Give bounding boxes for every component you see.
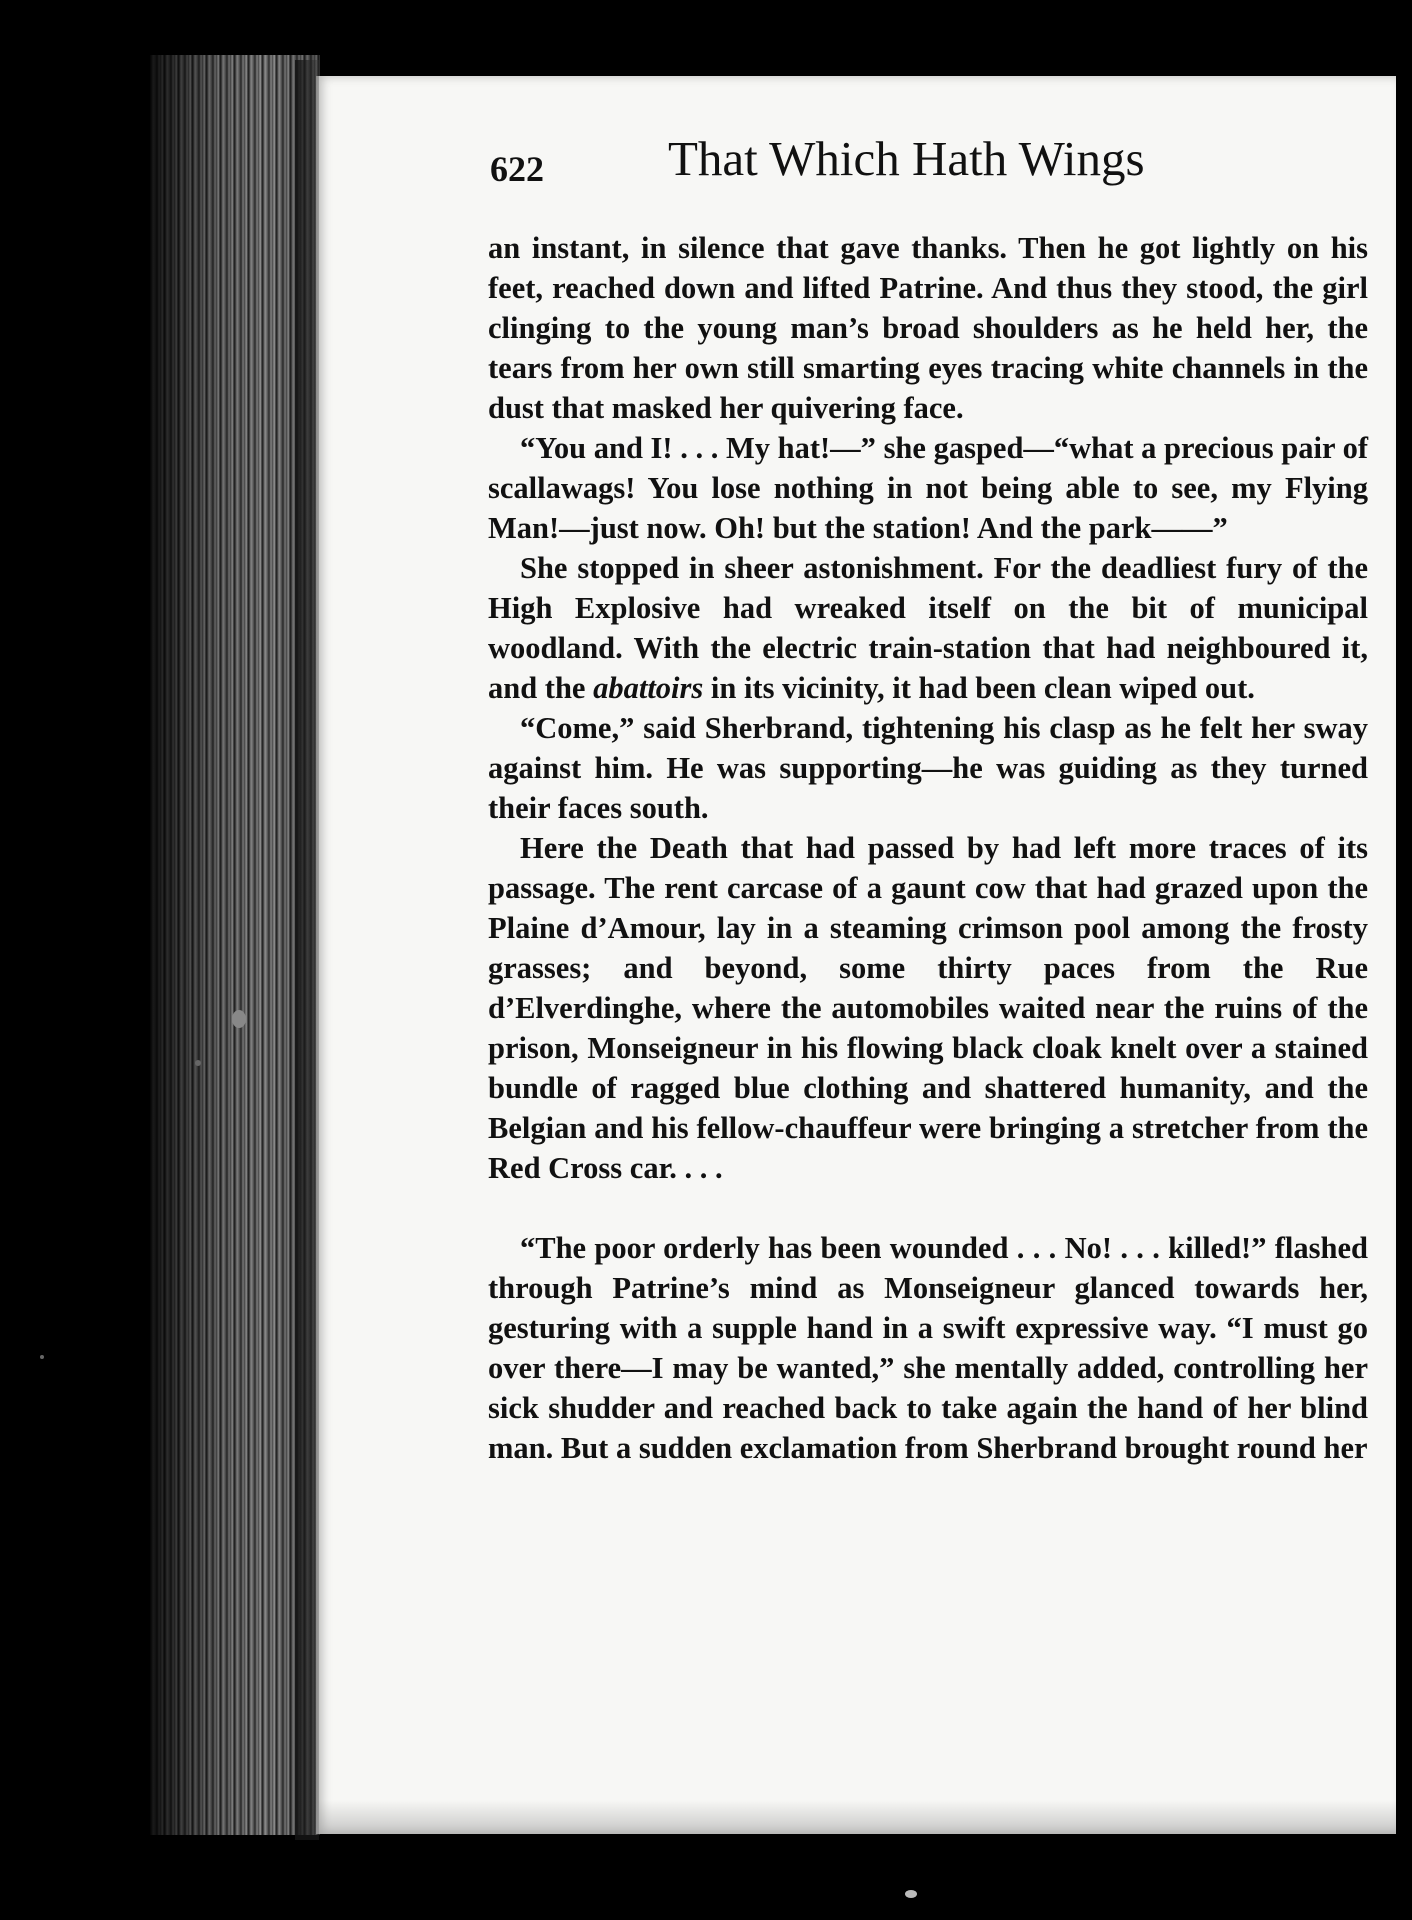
running-title: That Which Hath Wings	[668, 131, 1145, 186]
paragraph-1: an instant, in silence that gave thanks. Then he got lightly on his feet, reached down and lifted Patrine. And thus they stood, the girl clinging to the young man’s broad shoulders as he held her, the tears from her own still smarting eyes tracing white channels in the dust that masked her quivering face.	[488, 231, 1368, 425]
paragraph-6: “The poor orderly has been wounded . . . No! . . . killed!” flashed through Patrine’s mind as Monseigneur glanced towards her, gesturing with a supple hand in a swift expressive way. “I must go over there—I may be wanted,” she mentally added, controlling her sick shudder and reached back to take again the hand of her blind man. But a sudden exclamation from Sherbrand brought round her	[488, 1231, 1368, 1465]
paragraph-3	[488, 548, 1368, 708]
page-header	[490, 130, 1370, 200]
paragraph-2: “You and I! . . . My hat!—” she gasped—“what a precious pair of scallawags! You lose nothing in not being able to see, my Flying Man!—just now. Oh! but the station! And the park——”	[488, 431, 1368, 545]
gutter-shadow	[295, 60, 319, 1840]
paragraph-4: “Come,” said Sherbrand, tightening his clasp as he felt her sway against him. He was supporting—he was guiding as they turned their faces south.	[488, 711, 1368, 825]
scan-speck	[40, 1355, 44, 1359]
paragraph-5: Here the Death that had passed by had left more traces of its passage. The rent carcase of a gaunt cow that had grazed upon the Plaine d’Amour, lay in a steaming crimson pool among the frosty grasses; and beyond, some thirty paces from the Rue d’Elverdinghe, where the automobiles waited near the ruins of the prison, Monseigneur in his flowing black cloak knelt over a stained bundle of ragged blue clothing and shattered humanity, and the Belgian and his fellow-chauffeur were bringing a stretcher from the Red Cross car. . . .	[488, 831, 1368, 1185]
italic-word: abattoirs	[593, 671, 704, 705]
page-bottom-shade	[316, 1800, 1396, 1834]
scan-speck	[232, 1010, 246, 1028]
scan-speck	[195, 1060, 201, 1066]
scan-speck	[905, 1890, 917, 1898]
paragraph-3-start: She stopped in sheer astonishment. For the deadliest fury of the High Explosive had wreaked itself on the bit of municipal woodland. With the electric train-station that had neighboured it, and the	[488, 551, 1368, 705]
body-text	[488, 228, 1368, 1468]
paragraph-3-end: in its vicinity, it had been clean wiped out.	[703, 671, 1255, 705]
page-number: 622	[490, 149, 544, 189]
